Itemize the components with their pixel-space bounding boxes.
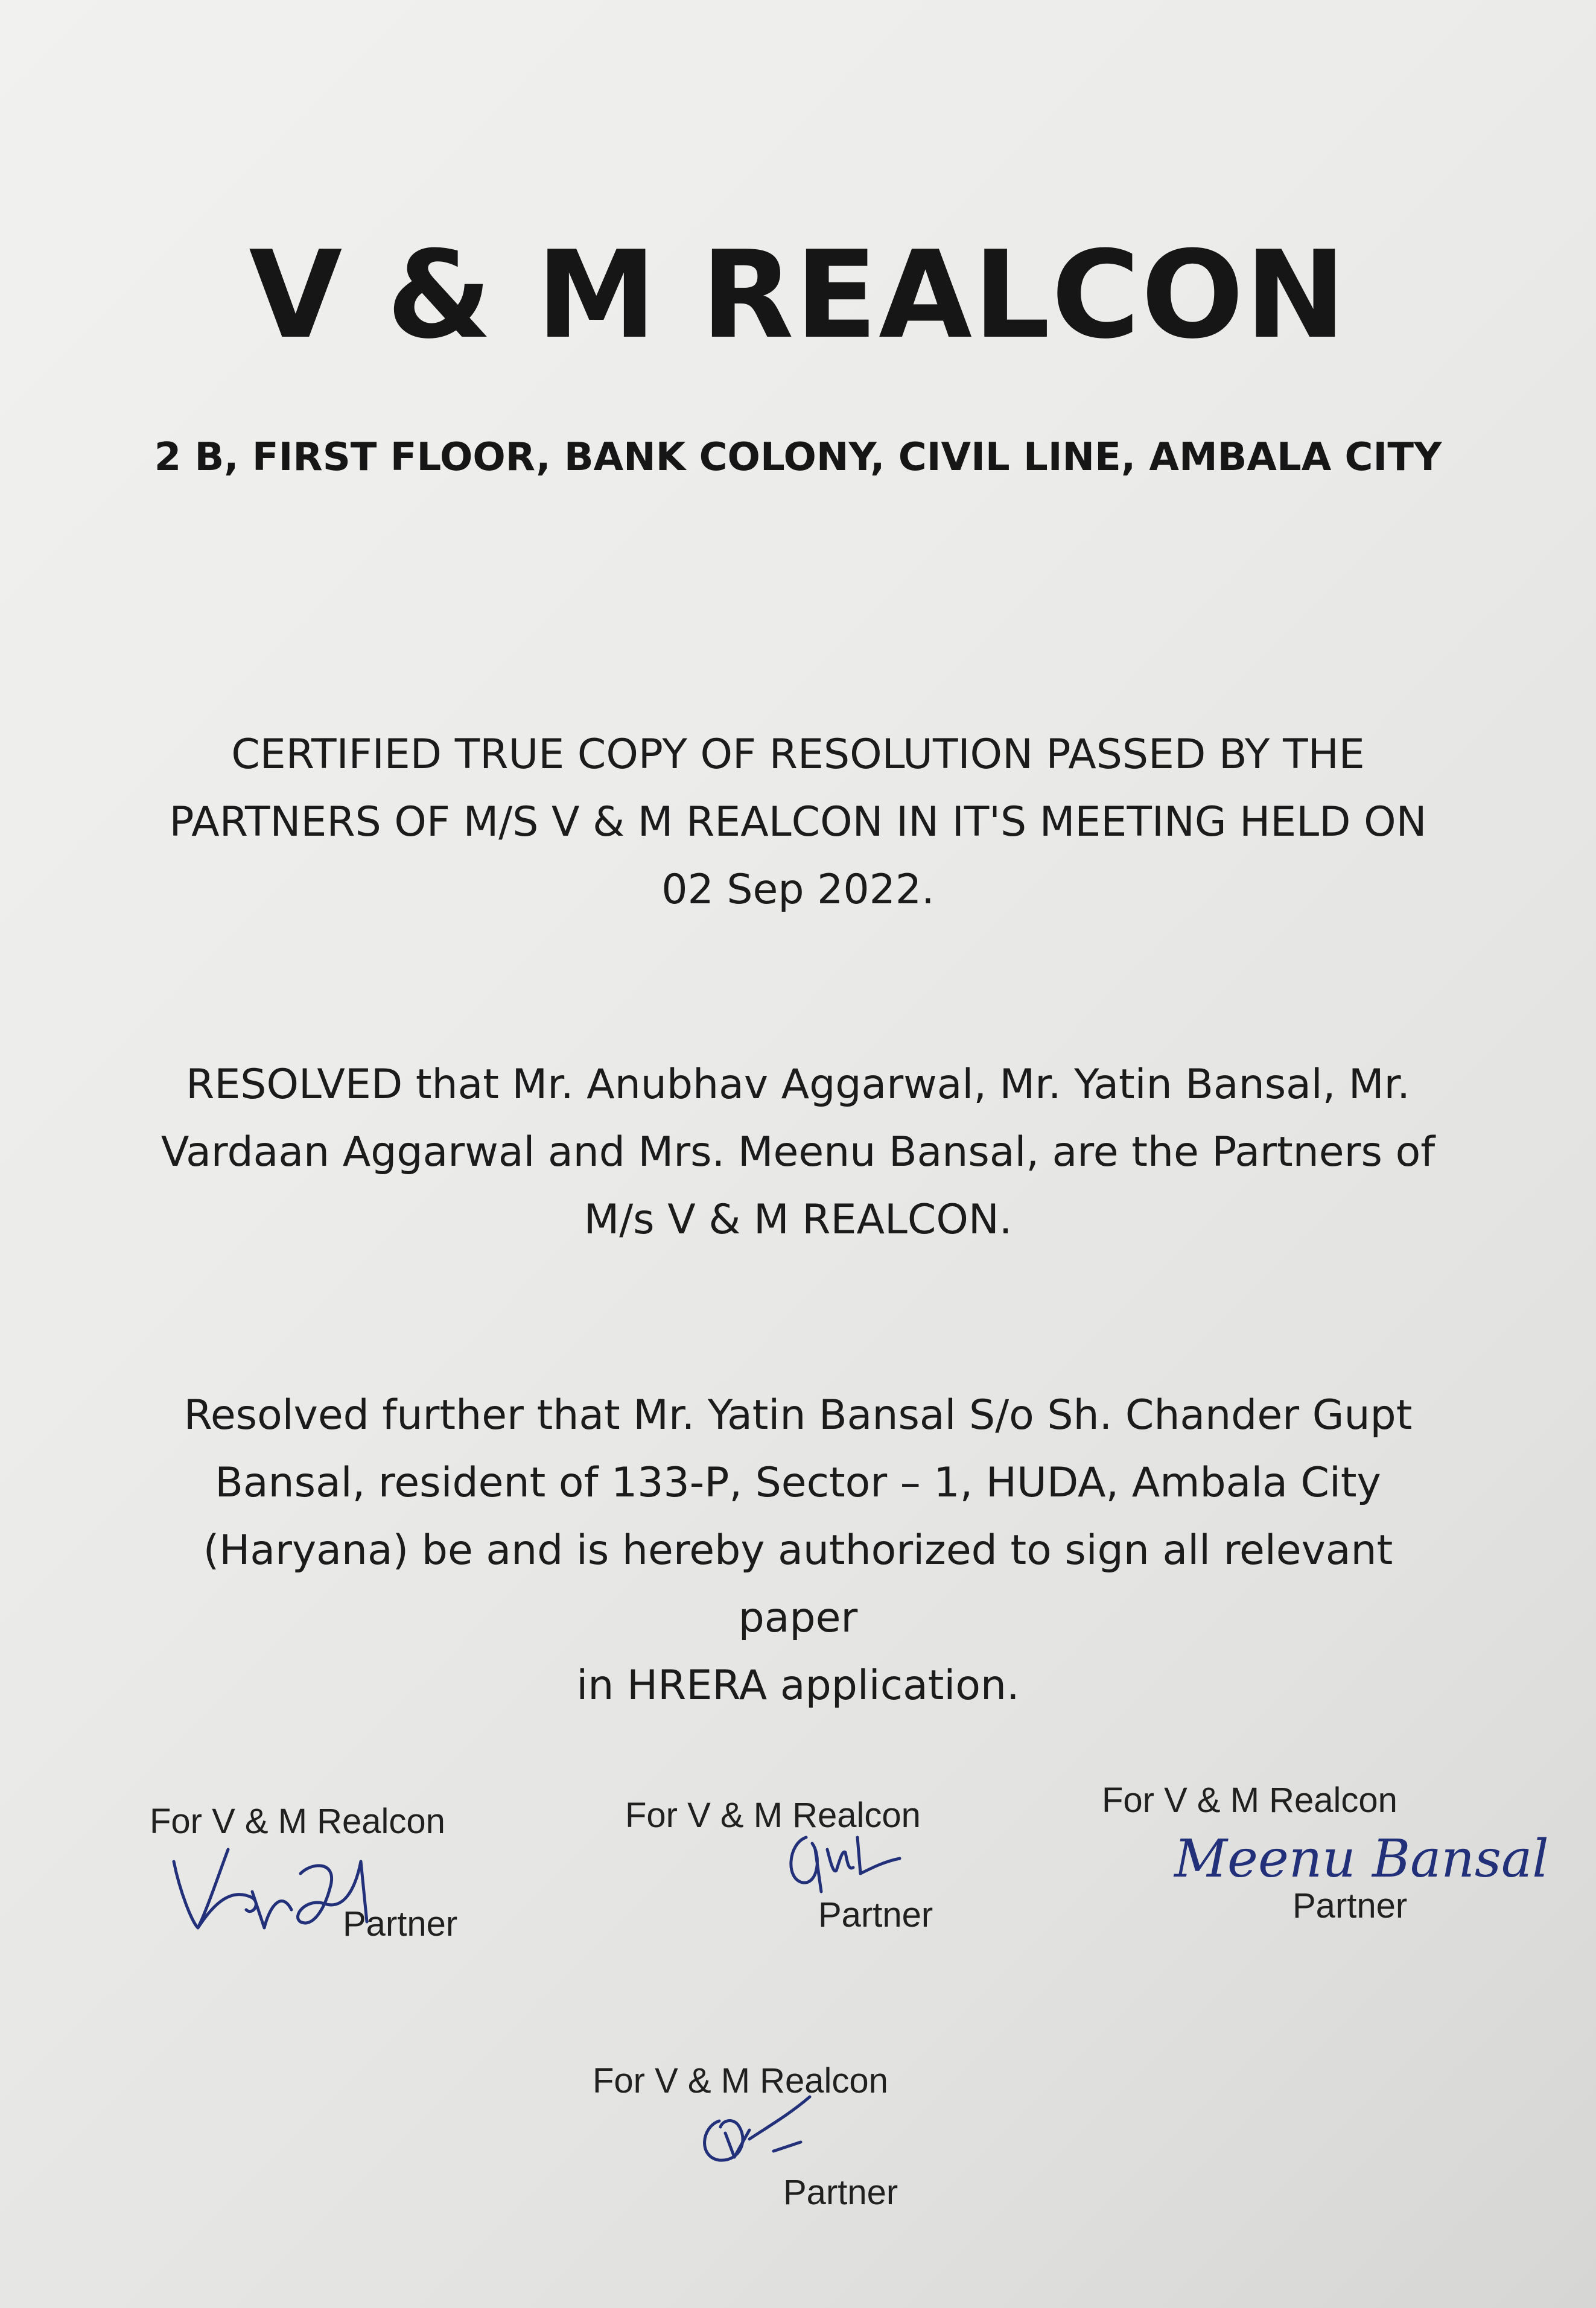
text-line: 02 Sep 2022. [661, 866, 935, 914]
text-line: PARTNERS OF M/S V & M REALCON IN IT'S MEETING HELD ON [169, 798, 1427, 846]
further-resolution-paragraph [139, 1382, 1457, 1720]
signature-role-label: Partner [1292, 1886, 1408, 1925]
text-line: CERTIFIED TRUE COPY OF RESOLUTION PASSED BY THE [231, 731, 1365, 778]
signature-role-label: Partner [818, 1895, 933, 1934]
signature-block-2 [625, 1795, 963, 1940]
company-name: V & M REALCON [249, 225, 1347, 366]
text-line: in HRERA application. [576, 1662, 1020, 1709]
signature-for-label: For V & M Realcon [1102, 1781, 1397, 1820]
signature-for-label: For V & M Realcon [593, 2061, 888, 2100]
text-line: Resolved further that Mr. Yatin Bansal S/o Sh. Chander Gupt [183, 1391, 1413, 1439]
signature-block-3 [1102, 1780, 1549, 1931]
text-line: M/s V & M REALCON. [583, 1196, 1013, 1244]
handwritten-signature [683, 2073, 840, 2169]
text-line: RESOLVED that Mr. Anubhav Aggarwal, Mr. Yatin Bansal, Mr. [186, 1061, 1410, 1108]
signature-block-1 [150, 1801, 488, 1946]
signature-for-label: For V & M Realcon [625, 1796, 921, 1835]
signature-for-label: For V & M Realcon [150, 1802, 445, 1841]
certification-paragraph [139, 721, 1457, 924]
signature-handwriting-text: Meenu Bansal [1174, 1829, 1549, 1889]
company-address: 2 B, FIRST FLOOR, BANK COLONY, CIVIL LINE, AMBALA CITY [154, 435, 1442, 480]
signature-role-label: Partner [783, 2173, 898, 2212]
text-line: Vardaan Aggarwal and Mrs. Meenu Bansal, are the Partners of [161, 1128, 1435, 1176]
handwritten-signature [770, 1813, 927, 1904]
text-line: (Haryana) be and is hereby authorized to sign all relevant paper [203, 1527, 1393, 1642]
signature-role-label: Partner [343, 1904, 458, 1944]
resolution-paragraph [139, 1051, 1457, 1254]
text-line: Bansal, resident of 133-P, Sector – 1, HUDA, Ambala City [215, 1459, 1381, 1507]
signature-block-4 [593, 2061, 930, 2217]
